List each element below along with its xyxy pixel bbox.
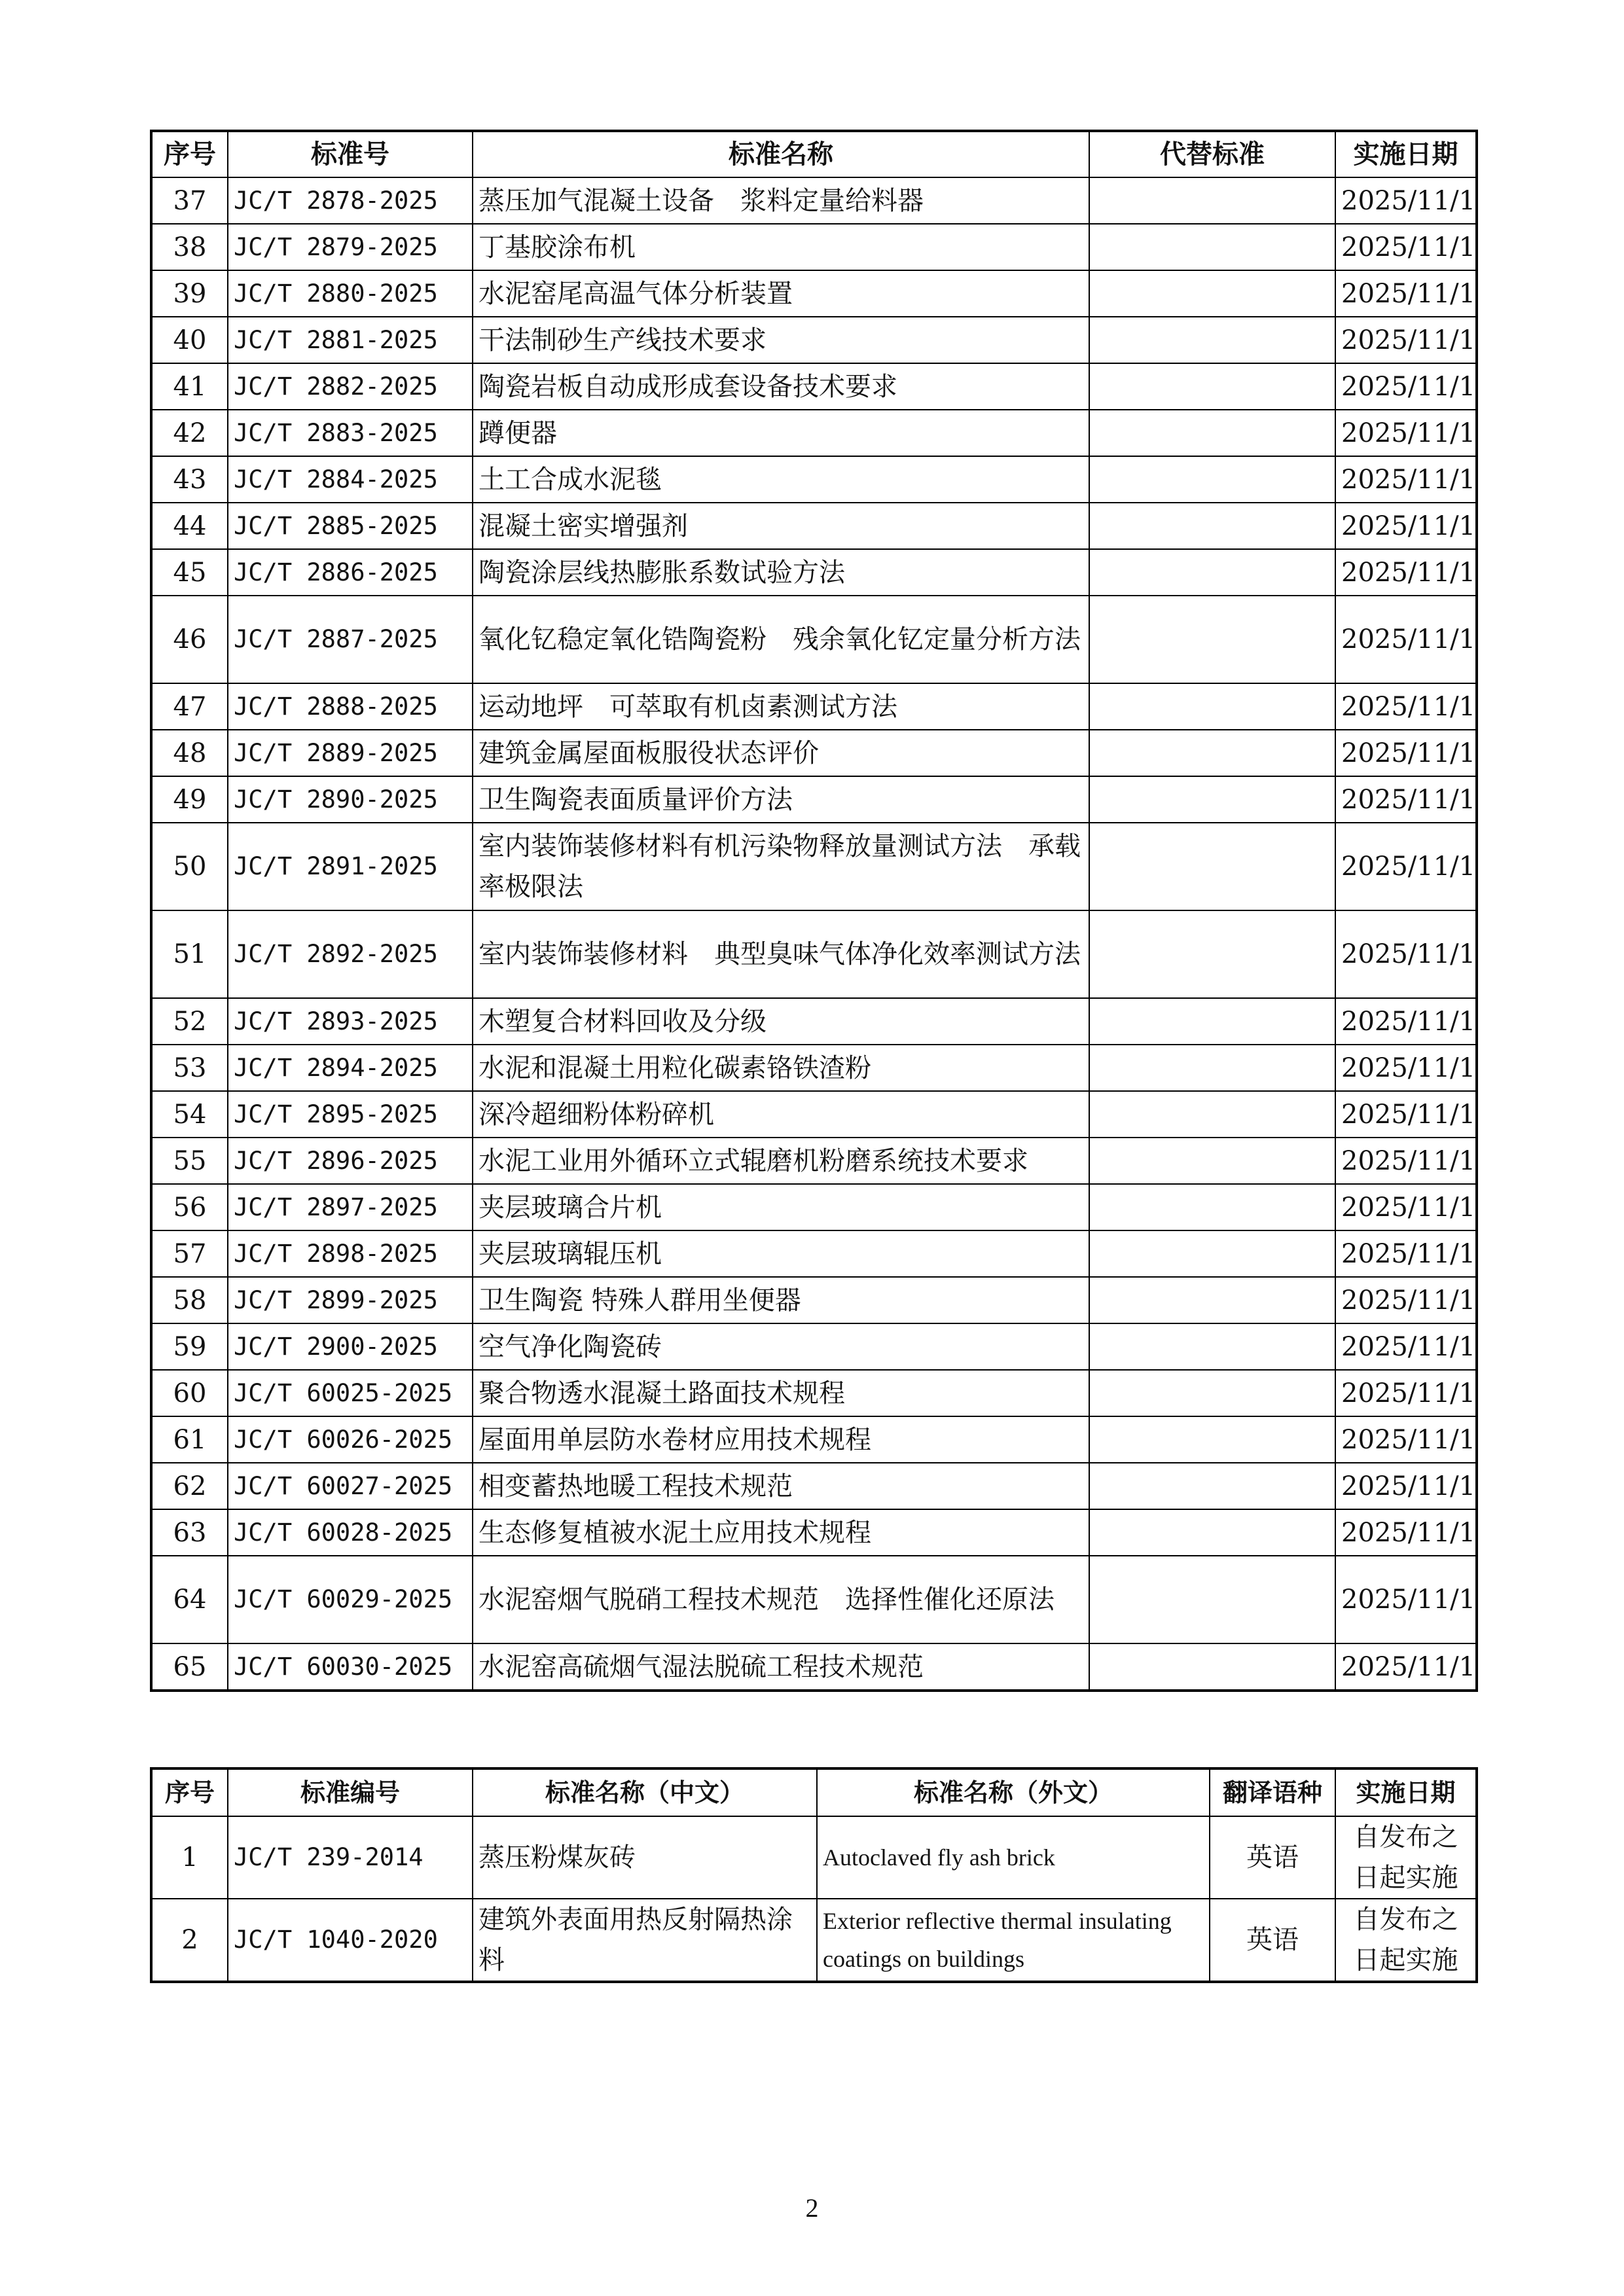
table-row xyxy=(151,1045,1477,1091)
replaced-standard xyxy=(1089,998,1335,1045)
replaced-standard xyxy=(1089,1184,1335,1230)
standard-name: 陶瓷涂层线热膨胀系数试验方法 xyxy=(473,549,1089,596)
standard-name: 水泥工业用外循环立式辊磨机粉磨系统技术要求 xyxy=(473,1138,1089,1184)
standard-name: 丁基胶涂布机 xyxy=(473,224,1089,270)
table-row xyxy=(151,1643,1477,1691)
table-row xyxy=(151,1277,1477,1323)
replaced-standard xyxy=(1089,177,1335,224)
standard-code: JC/T 2886-2025 xyxy=(228,549,473,596)
row-number: 38 xyxy=(151,224,228,270)
replaced-standard xyxy=(1089,1138,1335,1184)
replaced-standard xyxy=(1089,596,1335,683)
table-row xyxy=(151,1184,1477,1230)
table-row xyxy=(151,317,1477,363)
standard-code: JC/T 60026-2025 xyxy=(228,1416,473,1463)
standard-name: 卫生陶瓷表面质量评价方法 xyxy=(473,776,1089,823)
standard-name: 蹲便器 xyxy=(473,410,1089,456)
header-name-cn: 标准名称（中文） xyxy=(473,1768,817,1816)
table-row xyxy=(151,683,1477,730)
effective-date: 自发布之日起实施 xyxy=(1335,1816,1477,1899)
header-replace: 代替标准 xyxy=(1089,131,1335,177)
effective-date: 2025/11/1 xyxy=(1335,1184,1477,1230)
table-row xyxy=(151,456,1477,503)
replaced-standard xyxy=(1089,823,1335,910)
standard-name: 蒸压加气混凝土设备 浆料定量给料器 xyxy=(473,177,1089,224)
standard-code: JC/T 2890-2025 xyxy=(228,776,473,823)
standard-code: JC/T 2891-2025 xyxy=(228,823,473,910)
replaced-standard xyxy=(1089,1230,1335,1277)
effective-date: 2025/11/1 xyxy=(1335,317,1477,363)
standard-name: 建筑金属屋面板服役状态评价 xyxy=(473,730,1089,776)
replaced-standard xyxy=(1089,1509,1335,1556)
table-row xyxy=(151,503,1477,549)
standard-code: JC/T 2889-2025 xyxy=(228,730,473,776)
standard-code: JC/T 60027-2025 xyxy=(228,1463,473,1509)
standard-code: JC/T 60029-2025 xyxy=(228,1556,473,1643)
row-number: 56 xyxy=(151,1184,228,1230)
effective-date: 2025/11/1 xyxy=(1335,1463,1477,1509)
header-date: 实施日期 xyxy=(1335,131,1477,177)
standard-code: JC/T 2880-2025 xyxy=(228,270,473,317)
header-no: 序号 xyxy=(151,1768,228,1816)
row-number: 44 xyxy=(151,503,228,549)
row-number: 65 xyxy=(151,1643,228,1691)
translation-table xyxy=(150,1767,1478,1983)
standard-name: 夹层玻璃辊压机 xyxy=(473,1230,1089,1277)
standard-code: JC/T 2881-2025 xyxy=(228,317,473,363)
effective-date: 2025/11/1 xyxy=(1335,1370,1477,1416)
table-row xyxy=(151,1556,1477,1643)
replaced-standard xyxy=(1089,1045,1335,1091)
table-header-row xyxy=(151,1768,1477,1816)
effective-date: 2025/11/1 xyxy=(1335,823,1477,910)
row-number: 1 xyxy=(151,1816,228,1899)
effective-date: 2025/11/1 xyxy=(1335,503,1477,549)
row-number: 40 xyxy=(151,317,228,363)
row-number: 51 xyxy=(151,910,228,998)
standard-name: 屋面用单层防水卷材应用技术规程 xyxy=(473,1416,1089,1463)
row-number: 58 xyxy=(151,1277,228,1323)
table-row xyxy=(151,1323,1477,1370)
replaced-standard xyxy=(1089,1091,1335,1138)
effective-date: 2025/11/1 xyxy=(1335,730,1477,776)
table-row xyxy=(151,410,1477,456)
row-number: 45 xyxy=(151,549,228,596)
effective-date: 2025/11/1 xyxy=(1335,549,1477,596)
replaced-standard xyxy=(1089,1277,1335,1323)
table-row xyxy=(151,730,1477,776)
table-row xyxy=(151,1230,1477,1277)
row-number: 61 xyxy=(151,1416,228,1463)
effective-date: 2025/11/1 xyxy=(1335,1091,1477,1138)
table-row xyxy=(151,1899,1477,1982)
replaced-standard xyxy=(1089,410,1335,456)
table-row xyxy=(151,1463,1477,1509)
table-row xyxy=(151,1416,1477,1463)
effective-date: 2025/11/1 xyxy=(1335,910,1477,998)
effective-date: 2025/11/1 xyxy=(1335,1556,1477,1643)
table-row xyxy=(151,910,1477,998)
replaced-standard xyxy=(1089,1463,1335,1509)
table-row xyxy=(151,1816,1477,1899)
row-number: 62 xyxy=(151,1463,228,1509)
replaced-standard xyxy=(1089,317,1335,363)
table-row xyxy=(151,596,1477,683)
replaced-standard xyxy=(1089,456,1335,503)
replaced-standard xyxy=(1089,910,1335,998)
standard-name: 木塑复合材料回收及分级 xyxy=(473,998,1089,1045)
effective-date: 2025/11/1 xyxy=(1335,998,1477,1045)
row-number: 60 xyxy=(151,1370,228,1416)
effective-date: 2025/11/1 xyxy=(1335,1509,1477,1556)
row-number: 42 xyxy=(151,410,228,456)
standard-code: JC/T 2887-2025 xyxy=(228,596,473,683)
table-header-row xyxy=(151,131,1477,177)
replaced-standard xyxy=(1089,1643,1335,1691)
effective-date: 2025/11/1 xyxy=(1335,363,1477,410)
effective-date: 2025/11/1 xyxy=(1335,224,1477,270)
standard-code: JC/T 2879-2025 xyxy=(228,224,473,270)
replaced-standard xyxy=(1089,503,1335,549)
effective-date: 2025/11/1 xyxy=(1335,1277,1477,1323)
effective-date: 2025/11/1 xyxy=(1335,683,1477,730)
standard-name: 干法制砂生产线技术要求 xyxy=(473,317,1089,363)
standard-code: JC/T 60025-2025 xyxy=(228,1370,473,1416)
row-number: 59 xyxy=(151,1323,228,1370)
standard-code: JC/T 2892-2025 xyxy=(228,910,473,998)
replaced-standard xyxy=(1089,549,1335,596)
row-number: 64 xyxy=(151,1556,228,1643)
standard-code: JC/T 2883-2025 xyxy=(228,410,473,456)
standard-code: JC/T 2899-2025 xyxy=(228,1277,473,1323)
table-row xyxy=(151,823,1477,910)
standard-code: JC/T 2893-2025 xyxy=(228,998,473,1045)
row-number: 47 xyxy=(151,683,228,730)
header-code: 标准编号 xyxy=(228,1768,473,1816)
standard-name: 深冷超细粉体粉碎机 xyxy=(473,1091,1089,1138)
header-name: 标准名称 xyxy=(473,131,1089,177)
standards-table xyxy=(150,130,1478,1692)
standard-name: 夹层玻璃合片机 xyxy=(473,1184,1089,1230)
table-row xyxy=(151,224,1477,270)
row-number: 52 xyxy=(151,998,228,1045)
replaced-standard xyxy=(1089,1323,1335,1370)
standard-code: JC/T 2882-2025 xyxy=(228,363,473,410)
standard-name: 水泥窑高硫烟气湿法脱硫工程技术规范 xyxy=(473,1643,1089,1691)
standard-name: 运动地坪 可萃取有机卤素测试方法 xyxy=(473,683,1089,730)
row-number: 2 xyxy=(151,1899,228,1982)
row-number: 43 xyxy=(151,456,228,503)
row-number: 63 xyxy=(151,1509,228,1556)
page-number: 2 xyxy=(805,2193,819,2223)
translation-language: 英语 xyxy=(1210,1899,1335,1982)
replaced-standard xyxy=(1089,363,1335,410)
replaced-standard xyxy=(1089,270,1335,317)
standard-name-en: Exterior reflective thermal insulating coatings on buildings xyxy=(817,1899,1210,1982)
row-number: 54 xyxy=(151,1091,228,1138)
standard-name: 聚合物透水混凝土路面技术规程 xyxy=(473,1370,1089,1416)
standard-code: JC/T 2897-2025 xyxy=(228,1184,473,1230)
standard-name: 水泥窑尾高温气体分析装置 xyxy=(473,270,1089,317)
row-number: 57 xyxy=(151,1230,228,1277)
standard-name: 空气净化陶瓷砖 xyxy=(473,1323,1089,1370)
replaced-standard xyxy=(1089,776,1335,823)
header-code: 标准号 xyxy=(228,131,473,177)
effective-date: 2025/11/1 xyxy=(1335,596,1477,683)
standard-name: 土工合成水泥毯 xyxy=(473,456,1089,503)
standard-code: JC/T 2888-2025 xyxy=(228,683,473,730)
standard-name: 生态修复植被水泥土应用技术规程 xyxy=(473,1509,1089,1556)
standard-code: JC/T 2885-2025 xyxy=(228,503,473,549)
row-number: 37 xyxy=(151,177,228,224)
table-row xyxy=(151,177,1477,224)
row-number: 55 xyxy=(151,1138,228,1184)
standard-code: JC/T 2894-2025 xyxy=(228,1045,473,1091)
table-row xyxy=(151,1138,1477,1184)
standard-code: JC/T 2898-2025 xyxy=(228,1230,473,1277)
row-number: 53 xyxy=(151,1045,228,1091)
effective-date: 2025/11/1 xyxy=(1335,776,1477,823)
table-row xyxy=(151,1509,1477,1556)
standard-name: 陶瓷岩板自动成形成套设备技术要求 xyxy=(473,363,1089,410)
effective-date: 2025/11/1 xyxy=(1335,1416,1477,1463)
standard-code: JC/T 2896-2025 xyxy=(228,1138,473,1184)
replaced-standard xyxy=(1089,224,1335,270)
standard-name: 室内装饰装修材料 典型臭味气体净化效率测试方法 xyxy=(473,910,1089,998)
table-row xyxy=(151,363,1477,410)
header-no: 序号 xyxy=(151,131,228,177)
standard-name: 水泥和混凝土用粒化碳素铬铁渣粉 xyxy=(473,1045,1089,1091)
replaced-standard xyxy=(1089,1370,1335,1416)
table-row xyxy=(151,998,1477,1045)
standard-code: JC/T 60028-2025 xyxy=(228,1509,473,1556)
translation-language: 英语 xyxy=(1210,1816,1335,1899)
standard-name: 室内装饰装修材料有机污染物释放量测试方法 承载率极限法 xyxy=(473,823,1089,910)
row-number: 46 xyxy=(151,596,228,683)
standard-code: JC/T 2900-2025 xyxy=(228,1323,473,1370)
replaced-standard xyxy=(1089,1416,1335,1463)
effective-date: 2025/11/1 xyxy=(1335,1045,1477,1091)
table-row xyxy=(151,776,1477,823)
standard-name-cn: 建筑外表面用热反射隔热涂料 xyxy=(473,1899,817,1982)
table-row xyxy=(151,549,1477,596)
effective-date: 2025/11/1 xyxy=(1335,1323,1477,1370)
row-number: 49 xyxy=(151,776,228,823)
row-number: 50 xyxy=(151,823,228,910)
row-number: 39 xyxy=(151,270,228,317)
effective-date: 2025/11/1 xyxy=(1335,410,1477,456)
effective-date: 2025/11/1 xyxy=(1335,1138,1477,1184)
replaced-standard xyxy=(1089,683,1335,730)
effective-date: 2025/11/1 xyxy=(1335,1643,1477,1691)
standard-name-en: Autoclaved fly ash brick xyxy=(817,1816,1210,1899)
standard-code: JC/T 60030-2025 xyxy=(228,1643,473,1691)
row-number: 48 xyxy=(151,730,228,776)
effective-date: 2025/11/1 xyxy=(1335,1230,1477,1277)
replaced-standard xyxy=(1089,1556,1335,1643)
effective-date: 2025/11/1 xyxy=(1335,270,1477,317)
effective-date: 自发布之日起实施 xyxy=(1335,1899,1477,1982)
header-name-en: 标准名称（外文） xyxy=(817,1768,1210,1816)
row-number: 41 xyxy=(151,363,228,410)
standard-code: JC/T 239-2014 xyxy=(228,1816,473,1899)
standard-name: 卫生陶瓷 特殊人群用坐便器 xyxy=(473,1277,1089,1323)
standard-code: JC/T 2878-2025 xyxy=(228,177,473,224)
effective-date: 2025/11/1 xyxy=(1335,177,1477,224)
table-row xyxy=(151,270,1477,317)
table-row xyxy=(151,1370,1477,1416)
standard-name-cn: 蒸压粉煤灰砖 xyxy=(473,1816,817,1899)
replaced-standard xyxy=(1089,730,1335,776)
standard-name: 混凝土密实增强剂 xyxy=(473,503,1089,549)
effective-date: 2025/11/1 xyxy=(1335,456,1477,503)
standard-name: 氧化钇稳定氧化锆陶瓷粉 残余氧化钇定量分析方法 xyxy=(473,596,1089,683)
table-row xyxy=(151,1091,1477,1138)
standard-code: JC/T 1040-2020 xyxy=(228,1899,473,1982)
standard-code: JC/T 2895-2025 xyxy=(228,1091,473,1138)
standard-name: 水泥窑烟气脱硝工程技术规范 选择性催化还原法 xyxy=(473,1556,1089,1643)
header-date: 实施日期 xyxy=(1335,1768,1477,1816)
header-lang: 翻译语种 xyxy=(1210,1768,1335,1816)
standard-name: 相变蓄热地暖工程技术规范 xyxy=(473,1463,1089,1509)
standard-code: JC/T 2884-2025 xyxy=(228,456,473,503)
